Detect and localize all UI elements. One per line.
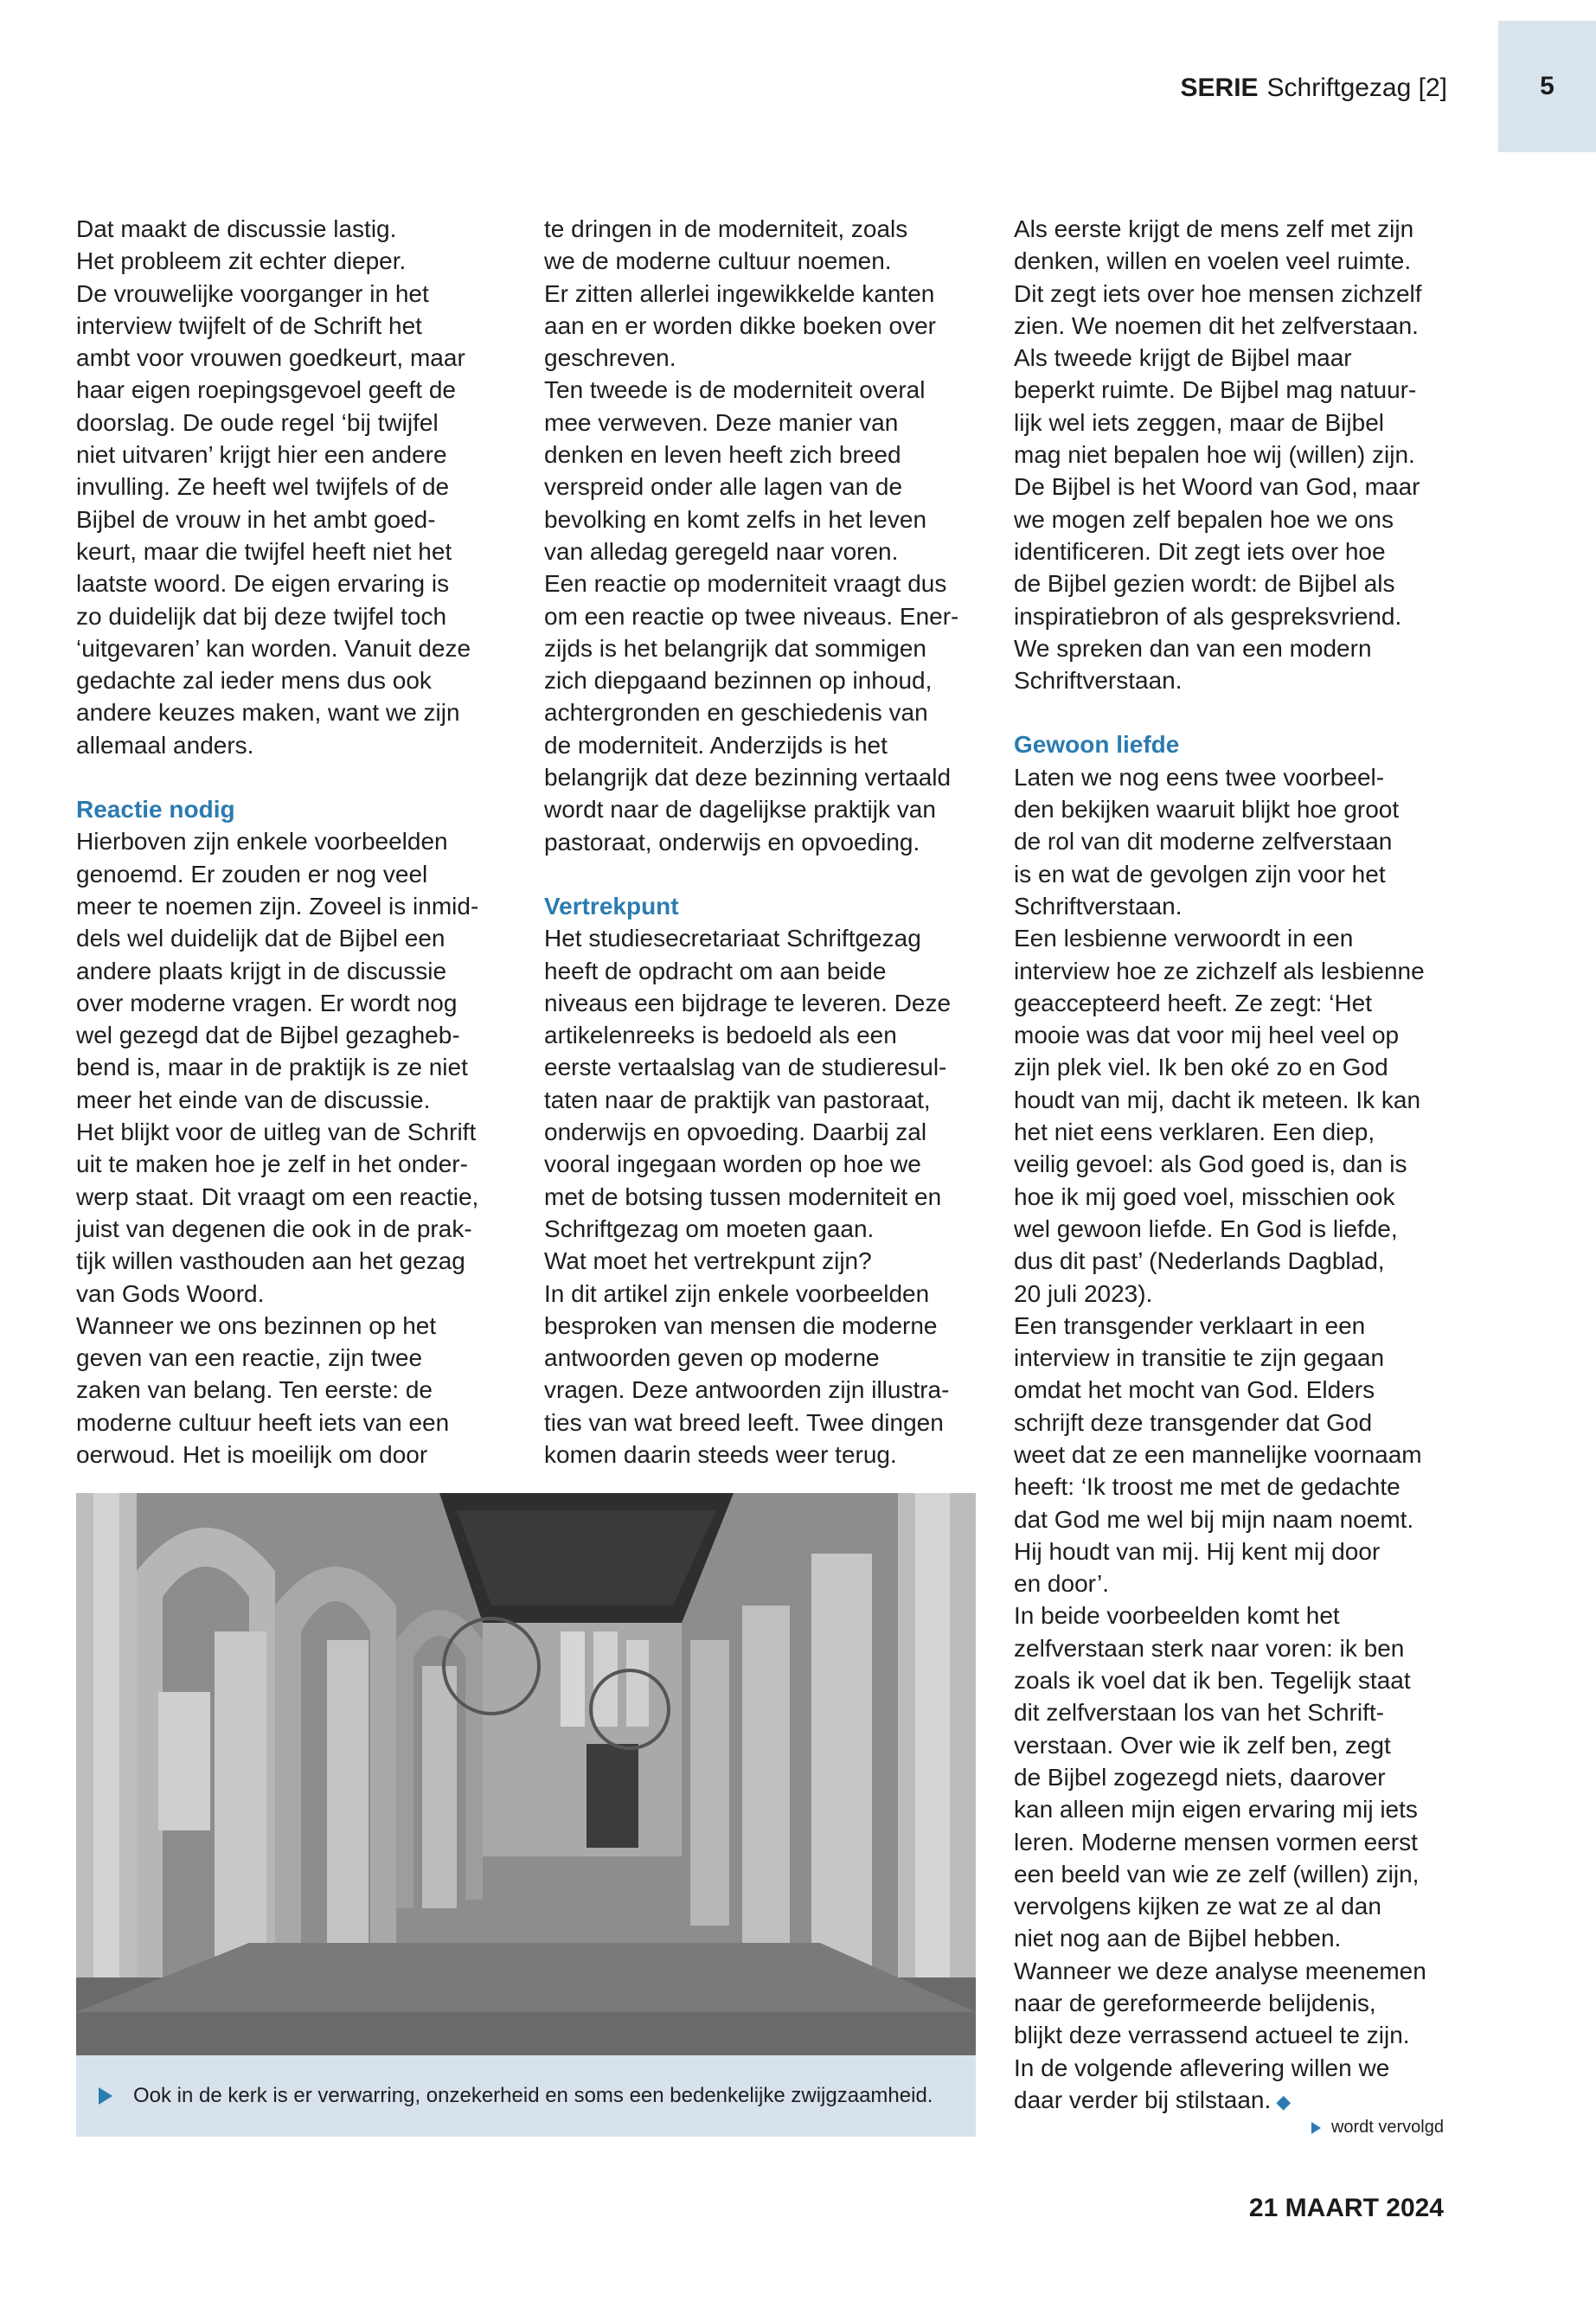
text-line: weet dat ze een mannelijke voornaam (1014, 1440, 1422, 1468)
text-line: aan en er worden dikke boeken over (544, 311, 936, 339)
text-line: moderne cultuur heeft iets van een (76, 1408, 450, 1436)
text-line: Het blijkt voor de uitleg van de Schrift (76, 1118, 477, 1146)
text-line: de rol van dit moderne zelfverstaan (1014, 828, 1393, 856)
text-line: wel gezegd dat de Bijbel gezagheb- (76, 1022, 460, 1049)
text-line: Dit zegt iets over hoe mensen zichzelf (1014, 279, 1422, 307)
col2-text-a (544, 213, 985, 858)
text-line: denken en leven heeft zich breed (544, 441, 901, 469)
text-line: met de botsing tussen moderniteit en (544, 1183, 942, 1210)
text-line: eerste vertaalslag van de studieresul- (544, 1054, 947, 1081)
text-line: haar eigen roepingsgevoel geeft de (76, 376, 457, 404)
heading-vertrekpunt: Vertrekpunt (544, 892, 679, 920)
text-line: omdat het mocht van God. Elders (1014, 1376, 1375, 1404)
text-line: We spreken dan van een modern (1014, 634, 1372, 662)
text-line: komen daarin steeds weer terug. (544, 1440, 897, 1468)
photo-caption (76, 2055, 976, 2137)
text-line: interview twijfelt of de Schrift het (76, 311, 422, 339)
series-title: Schriftgezag [2] (1266, 74, 1447, 102)
text-line: de moderniteit. Anderzijds is het (544, 731, 888, 759)
col2-text-b (544, 922, 985, 1471)
text-line: invulling. Ze heeft wel twijfels of de (76, 473, 450, 501)
text-line: naar de gereformeerde belijdenis, (1014, 1990, 1376, 2017)
text-line: pastoraat, onderwijs en opvoeding. (544, 828, 920, 856)
text-line: van alledag geregeld naar voren. (544, 537, 899, 565)
text-line: dels wel duidelijk dat de Bijbel een (76, 925, 445, 952)
text-line: de Bijbel zogezegd niets, daarover (1014, 1763, 1386, 1791)
text-line: dus dit past’ (Nederlands Dagblad, (1014, 1247, 1385, 1275)
text-line: zelfverstaan sterk naar voren: ik ben (1014, 1634, 1405, 1662)
text-line: leren. Moderne mensen vormen eerst (1014, 1828, 1418, 1856)
text-line: zaken van belang. Ten eerste: de (76, 1376, 433, 1404)
text-line: geaccepteerd heeft. Ze zegt: ‘Het (1014, 989, 1373, 1016)
text-line: meer te noemen zijn. Zoveel is inmid- (76, 892, 479, 920)
text-line: identificeren. Dit zegt iets over hoe (1014, 537, 1386, 565)
text-line: zijds is het belangrijk dat sommigen (544, 634, 926, 662)
text-line: te dringen in de moderniteit, zoals (544, 215, 908, 242)
text-line: achtergronden en geschiedenis van (544, 699, 928, 727)
text-line: In de volgende aflevering willen we (1014, 2054, 1390, 2081)
text-line: Hierboven zijn enkele voorbeelden (76, 828, 448, 856)
text-line: lijk wel iets zeggen, maar de Bijbel (1014, 408, 1384, 436)
text-line: de Bijbel gezien wordt: de Bijbel als (1014, 570, 1395, 598)
text-line: belangrijk dat deze bezinning vertaald (544, 764, 952, 792)
text-line: In dit artikel zijn enkele voorbeelden (544, 1279, 930, 1307)
text-line: allemaal anders. (76, 731, 254, 759)
text-line: zoals ik voel dat ik ben. Tegelijk staat (1014, 1667, 1411, 1695)
text-line: heeft: ‘Ik troost me met de gedachte (1014, 1473, 1401, 1501)
text-line: De Bijbel is het Woord van God, maar (1014, 473, 1420, 501)
text-line: zien. We noemen dit het zelfverstaan. (1014, 311, 1419, 339)
text-line: blijkt deze verrassend actueel te zijn. (1014, 2022, 1410, 2049)
text-line: werp staat. Dit vraagt om een reactie, (76, 1183, 479, 1210)
text-line: Wanneer we deze analyse meenemen (1014, 1957, 1426, 1984)
text-line: veilig gevoel: als God goed is, dan is (1014, 1150, 1407, 1178)
text-line: Er zitten allerlei ingewikkelde kanten (544, 279, 935, 307)
text-line: vooral ingegaan worden op hoe we (544, 1150, 921, 1178)
text-line: Een lesbienne verwoordt in een (1014, 925, 1354, 952)
heading-gewoon-liefde: Gewoon liefde (1014, 731, 1180, 759)
text-line: gedachte zal ieder mens dus ook (76, 667, 432, 695)
text-line: Schriftverstaan. (1014, 667, 1183, 695)
text-line: dat God me wel bij mijn naam noemt. (1014, 1505, 1414, 1533)
text-line: mee verweven. Deze manier van (544, 408, 899, 436)
text-line: doorslag. De oude regel ‘bij twijfel (76, 408, 439, 436)
text-line: besproken van mensen die moderne (544, 1311, 938, 1339)
col3-text-b (1014, 761, 1464, 2084)
text-line: zich diepgaand bezinnen op inhoud, (544, 667, 933, 695)
caption-text: Ook in de kerk is er verwarring, onzekerheid en soms een bedenkelijke zwijgzaamheid. (133, 2084, 933, 2107)
continued-note (1311, 2118, 1444, 2138)
text-line: interview hoe ze zichzelf als lesbienne (1014, 957, 1425, 984)
text-line: onderwijs en opvoeding. Daarbij zal (544, 1118, 927, 1146)
text-line: uit te maken hoe je zelf in het onder- (76, 1150, 468, 1178)
text-line: Bijbel de vrouw in het ambt goed- (76, 505, 436, 533)
text-line: wel gewoon liefde. En God is liefde, (1014, 1215, 1398, 1242)
text-line: Wanneer we ons bezinnen op het (76, 1311, 437, 1339)
text-line: kan alleen mijn eigen ervaring mij iets (1014, 1796, 1418, 1823)
text-line: niveaus een bijdrage te leveren. Deze (544, 989, 952, 1016)
text-line: van Gods Woord. (76, 1279, 265, 1307)
continued-text: wordt vervolgd (1330, 2118, 1444, 2137)
text-line: Een transgender verklaart in een (1014, 1311, 1366, 1339)
text-line: geschreven. (544, 344, 676, 372)
col1-text-b (76, 825, 517, 1471)
text-line: andere keuzes maken, want we zijn (76, 699, 460, 727)
text-line: ‘uitgevaren’ kan worden. Vanuit deze (76, 634, 471, 662)
text-line: hoe ik mij goed voel, misschien ook (1014, 1183, 1395, 1210)
text-line: meer het einde van de discussie. (76, 1086, 431, 1113)
text-line: een beeld van wie ze zelf (willen) zijn, (1014, 1860, 1420, 1888)
text-line: ambt voor vrouwen goedkeurt, maar (76, 344, 465, 372)
text-line: over moderne vragen. Er wordt nog (76, 989, 458, 1016)
text-line: In beide voorbeelden komt het (1014, 1602, 1340, 1630)
text-line: zijn plek viel. Ik ben oké zo en God (1014, 1054, 1388, 1081)
text-line: beperkt ruimte. De Bijbel mag natuur- (1014, 376, 1417, 404)
page-number: 5 (1540, 72, 1554, 100)
text-line: juist van degenen die ook in de prak- (76, 1215, 472, 1242)
text-line: andere plaats krijgt in de discussie (76, 957, 447, 984)
heading-reactie-nodig: Reactie nodig (76, 796, 235, 824)
text-line: inspiratiebron of als gespreksvriend. (1014, 602, 1402, 630)
text-line: Laten we nog eens twee voorbeel- (1014, 763, 1385, 791)
text-line: Hij houdt van mij. Hij kent mij door (1014, 1537, 1381, 1565)
text-line: Een reactie op moderniteit vraagt dus (544, 570, 947, 598)
text-line: Het studiesecretariaat Schriftgezag (544, 925, 921, 952)
col3-text-a (1014, 213, 1464, 696)
text-line: oerwoud. Het is moeilijk om door (76, 1440, 428, 1468)
text-line: den bekijken waaruit blijkt hoe groot (1014, 796, 1400, 824)
text-line: geven van een reactie, zijn twee (76, 1344, 423, 1372)
text-line: niet nog aan de Bijbel hebben. (1014, 1925, 1342, 1952)
text-line: verstaan. Over wie ik zelf ben, zegt (1014, 1731, 1391, 1759)
text-line: en door’. (1014, 1570, 1110, 1598)
text-line: keurt, maar die twijfel heeft niet het (76, 537, 452, 565)
text-line: artikelenreeks is bedoeld als een (544, 1022, 897, 1049)
text-line: Als eerste krijgt de mens zelf met zijn (1014, 215, 1414, 242)
text-line: om een reactie op twee niveaus. Ener- (544, 602, 959, 630)
text-line: we de moderne cultuur noemen. (544, 247, 892, 275)
continued-arrow-icon (1311, 2122, 1321, 2134)
text-line: bevolking en komt zelfs in het leven (544, 505, 927, 533)
text-line: denken, willen en voelen veel ruimte. (1014, 247, 1412, 275)
text-line: schrijft deze transgender dat God (1014, 1408, 1373, 1436)
text-line: Dat maakt de discussie lastig. (76, 215, 397, 242)
text-line: dit zelfverstaan los van het Schrift- (1014, 1699, 1384, 1727)
text-line: heeft de opdracht om aan beide (544, 957, 887, 984)
column-1 (76, 213, 517, 1471)
text-line: De vrouwelijke voorganger in het (76, 279, 429, 307)
text-line: Schriftgezag om moeten gaan. (544, 1215, 875, 1242)
text-line: we mogen zelf bepalen hoe we ons (1014, 505, 1394, 533)
text-line: mag niet bepalen hoe wij (willen) zijn. (1014, 441, 1415, 469)
col3-last-line: daar verder bij stilstaan. ◆ (1014, 2086, 1292, 2113)
text-line: het niet eens verklaren. Een diep, (1014, 1118, 1375, 1146)
text-line: Wat moet het vertrekpunt zijn? (544, 1247, 872, 1275)
series-label: SERIE (1180, 74, 1259, 102)
end-diamond-icon: ◆ (1276, 2090, 1292, 2112)
caption-arrow-icon (99, 2087, 112, 2105)
text-line: Als tweede krijgt de Bijbel maar (1014, 344, 1352, 372)
text-line: verspreid onder alle lagen van de (544, 473, 903, 501)
text-line: 20 juli 2023). (1014, 1279, 1153, 1307)
text-line: Ten tweede is de moderniteit overal (544, 376, 926, 404)
page-number-tab (1498, 21, 1596, 152)
text-line: tijk willen vasthouden aan het gezag (76, 1247, 465, 1275)
text-line: bend is, maar in de praktijk is ze niet (76, 1054, 468, 1081)
text-line: interview in transitie te zijn gegaan (1014, 1344, 1385, 1372)
text-line: taten naar de praktijk van pastoraat, (544, 1086, 931, 1113)
church-interior-illustration (76, 1493, 976, 2055)
text-line: Het probleem zit echter dieper. (76, 247, 407, 275)
text-line: wordt naar de dagelijkse praktijk van (544, 796, 936, 824)
column-2 (544, 213, 985, 1471)
text-line: ties van wat breed leeft. Twee dingen (544, 1408, 944, 1436)
text-line: vragen. Deze antwoorden zijn illustra- (544, 1376, 950, 1404)
text-line: mooie was dat voor mij heel veel op (1014, 1022, 1400, 1049)
church-interior-photo (76, 1493, 976, 2055)
text-line: genoemd. Er zouden er nog veel (76, 860, 428, 888)
text-line: niet uitvaren’ krijgt hier een andere (76, 441, 447, 469)
text-line: vervolgens kijken ze wat ze al dan (1014, 1893, 1381, 1920)
text-line: Schriftverstaan. (1014, 892, 1183, 920)
column-3 (1014, 213, 1464, 2118)
col1-text-a (76, 213, 517, 761)
running-header (1181, 73, 1447, 104)
text-line: antwoorden geven op moderne (544, 1344, 880, 1372)
text-line: is en wat de gevolgen zijn voor het (1014, 860, 1386, 888)
text-line: zo duidelijk dat bij deze twijfel toch (76, 602, 447, 630)
issue-date: 21 MAART 2024 (1248, 2194, 1444, 2222)
text-line: houdt van mij, dacht ik meteen. Ik kan (1014, 1086, 1421, 1113)
text-line: laatste woord. De eigen ervaring is (76, 570, 450, 598)
